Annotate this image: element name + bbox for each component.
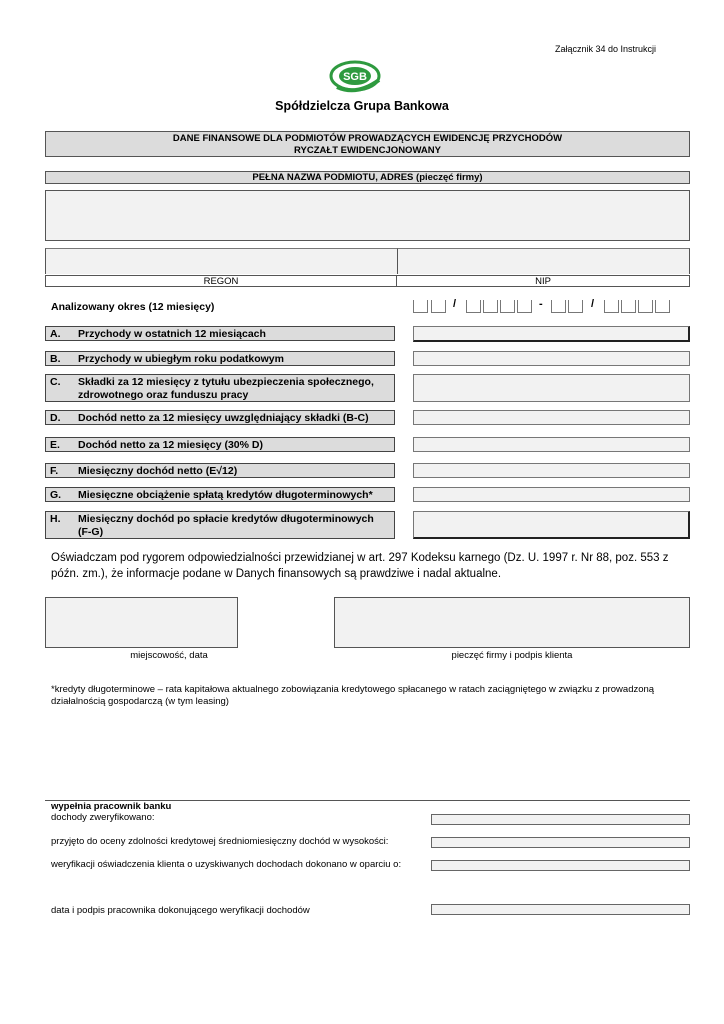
period-digit[interactable]: [604, 300, 619, 313]
logo-text: SGB: [343, 71, 367, 83]
period-digit[interactable]: [551, 300, 566, 313]
sgb-logo: [327, 56, 385, 96]
entity-name-field[interactable]: [45, 190, 690, 241]
stamp-signature-caption: pieczęć firmy i podpis klienta: [451, 650, 573, 661]
row-b-label: [45, 351, 395, 366]
form-title: [45, 131, 690, 157]
period-label: Analizowany okres (12 miesięcy): [51, 301, 215, 313]
row-letter: E.: [50, 439, 60, 451]
row-f-value[interactable]: [413, 463, 690, 478]
stamp-signature-field[interactable]: [334, 597, 690, 648]
row-a-label: [45, 326, 395, 341]
nip-label: NIP: [396, 275, 690, 287]
form-title-line2: RYCZAŁT EWIDENCJONOWANY: [294, 145, 441, 156]
place-date-caption: miejscowość, data: [130, 650, 208, 661]
period-separator: /: [453, 298, 457, 310]
accepted-income-field[interactable]: [431, 837, 690, 848]
period-digit[interactable]: [483, 300, 498, 313]
row-d-label: [45, 410, 395, 425]
period-separator: -: [539, 298, 543, 310]
accepted-income-label: przyjęto do oceny zdolności kredytowej średniomiesięczny dochód w wysokości:: [51, 836, 389, 847]
period-digit[interactable]: [621, 300, 636, 313]
bank-section-title: wypełnia pracownik banku: [51, 801, 172, 812]
row-c-value[interactable]: [413, 374, 690, 402]
verification-basis-label: weryfikacji oświadczenia klienta o uzyskiwanych dochodach dokonano w oparciu o:: [51, 859, 402, 870]
row-letter: H.: [50, 513, 61, 525]
period-digit[interactable]: [500, 300, 515, 313]
row-b-value[interactable]: [413, 351, 690, 366]
row-g-value[interactable]: [413, 487, 690, 502]
row-letter: G.: [50, 489, 62, 501]
row-e-value[interactable]: [413, 437, 690, 452]
row-a-value[interactable]: [413, 326, 690, 342]
row-letter: A.: [50, 328, 61, 340]
period-digit[interactable]: [655, 300, 670, 313]
row-letter: C.: [50, 376, 61, 388]
period-digit[interactable]: [431, 300, 446, 313]
period-digit[interactable]: [466, 300, 481, 313]
nip-field[interactable]: [397, 248, 690, 274]
regon-field[interactable]: [45, 248, 397, 274]
row-text: Miesięczny dochód po spłacie kredytów długoterminowych (F-G): [78, 513, 374, 538]
row-d-value[interactable]: [413, 410, 690, 425]
row-letter: D.: [50, 412, 61, 424]
row-letter: B.: [50, 353, 61, 365]
row-letter: F.: [50, 465, 59, 477]
row-e-label: [45, 437, 395, 452]
row-text: Dochód netto za 12 miesięcy (30% D): [78, 439, 263, 451]
period-digit[interactable]: [413, 300, 428, 313]
period-digit[interactable]: [568, 300, 583, 313]
annex-note: Załącznik 34 do Instrukcji: [555, 44, 657, 54]
regon-label: REGON: [45, 275, 397, 287]
entity-name-label: PEŁNA NAZWA PODMIOTU, ADRES (pieczęć firmy): [45, 171, 690, 184]
row-text: Składki za 12 miesięcy z tytułu ubezpieczenia społecznego, zdrowotnego oraz funduszu pracy: [78, 376, 374, 401]
period-separator: /: [591, 298, 595, 310]
date-signature-field[interactable]: [431, 904, 690, 915]
declaration-text: Oświadczam pod rygorem odpowiedzialności przewidzianej w art. 297 Kodeksu karnego (Dz. U. 1997 r. Nr 88, poz. 553 z późn. zm.), że informacje podane w Danych finansowych są prawdziwe i nadal aktualne.: [51, 552, 669, 580]
row-text: Przychody w ostatnich 12 miesiącach: [78, 328, 266, 340]
period-digit[interactable]: [638, 300, 653, 313]
place-date-field[interactable]: [45, 597, 238, 648]
row-text: Miesięczne obciążenie spłatą kredytów długoterminowych*: [78, 489, 373, 501]
verified-field[interactable]: [431, 814, 690, 825]
row-h-value[interactable]: [413, 511, 690, 539]
row-text: Przychody w ubiegłym roku podatkowym: [78, 353, 284, 365]
verified-label: dochody zweryfikowano:: [51, 812, 155, 823]
row-text: Miesięczny dochód netto (E√12): [78, 465, 238, 477]
form-title-line1: DANE FINANSOWE DLA PODMIOTÓW PROWADZĄCYCH EWIDENCJĘ PRZYCHODÓW: [172, 133, 563, 144]
period-digit[interactable]: [517, 300, 532, 313]
row-text: Dochód netto za 12 miesięcy uwzględniający składki (B-C): [78, 412, 369, 424]
verification-basis-field[interactable]: [431, 860, 690, 871]
row-c-label: [45, 374, 395, 402]
row-f-label: [45, 463, 395, 478]
org-name: Spółdzielcza Grupa Bankowa: [275, 99, 449, 113]
date-signature-label: data i podpis pracownika dokonującego weryfikacji dochodów: [51, 905, 310, 916]
row-h-label: [45, 511, 395, 539]
row-g-label: [45, 487, 395, 502]
footnote: *kredyty długoterminowe – rata kapitałowa aktualnego zobowiązania kredytowego spłacanego w ratach zaciągniętego w związku z prowadzoną działalnością gospodarczą (w tym leasing): [51, 684, 655, 707]
